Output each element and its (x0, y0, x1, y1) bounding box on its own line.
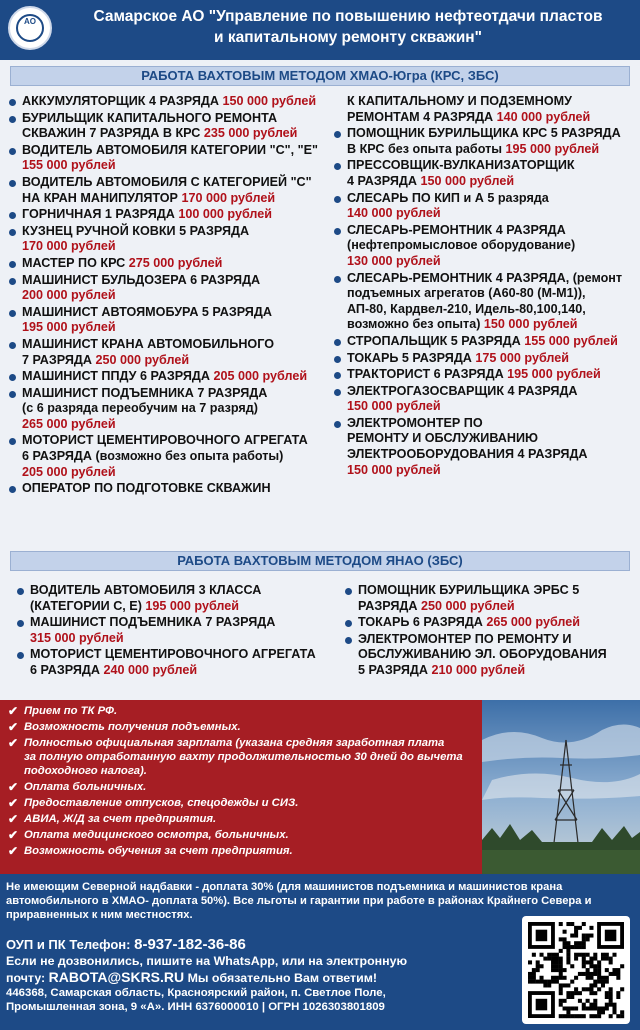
salary: 150 000 рублей (347, 462, 441, 477)
benefit-item (8, 812, 468, 826)
bullet-icon (9, 261, 16, 268)
job-title: СЛЕСАРЬ-РЕМОНТНИК 4 РАЗРЯДА, (ремонт подъемных агрегатов (А60-80 (М-М1)), АП-80, Кардвел-210, Идель-80,100,140, возможно без опыта) (347, 270, 623, 332)
job-title: СЛЕСАРЬ-РЕМОНТНИК 4 РАЗРЯДА (нефтепромысловое оборудование) (347, 222, 576, 253)
check-icon: ✔ (8, 780, 19, 795)
job-title: МАШИНИСТ КРАНА АВТОМОБИЛЬНОГО 7 РАЗРЯДА (22, 336, 274, 367)
bullet-icon (334, 339, 341, 346)
job-title: МОТОРИСТ ЦЕМЕНТИРОВОЧНОГО АГРЕГАТА 6 РАЗРЯДА (22, 433, 308, 464)
job-title: МОТОРИСТ ЦЕМЕНТИРОВОЧНОГО АГРЕГАТА 6 РАЗРЯДА (30, 647, 316, 677)
salary: 315 000 рублей (30, 630, 124, 645)
bullet-icon (334, 196, 341, 203)
salary: 195 000 рублей (505, 141, 600, 156)
job-item (16, 647, 336, 678)
job-title: БУРИЛЬЩИК КАПИТАЛЬНОГО РЕМОНТА СКВАЖИН 7 РАЗРЯДА В КРС (22, 110, 278, 141)
section-hmao-left-list (8, 94, 343, 498)
benefit-item (8, 780, 468, 794)
job-title: ВОДИТЕЛЬ АВТОМОБИЛЯ 3 КЛАССА (КАТЕГОРИИ С, Е) (30, 583, 262, 613)
job-item (333, 223, 633, 270)
salary: 195 000 рублей (145, 598, 240, 613)
salary: 195 000 рублей (22, 320, 116, 335)
job-item (8, 111, 343, 142)
salary: 265 000 рублей (486, 615, 580, 630)
job-item (8, 207, 343, 223)
check-icon: ✔ (8, 704, 19, 718)
qr-code (522, 916, 630, 1024)
job-item (16, 615, 336, 646)
bullet-icon (9, 229, 16, 236)
job-item (333, 191, 633, 222)
salary: 140 000 рублей (347, 206, 441, 221)
salary: 155 000 рублей (22, 158, 116, 173)
bullet-icon (9, 278, 16, 285)
job-title: МАШИНИСТ БУЛЬДОЗЕРА 6 РАЗРЯДА (22, 272, 261, 287)
section-hmao-right-list (333, 94, 633, 479)
bullet-icon (17, 652, 24, 659)
benefits-panel (0, 700, 640, 874)
salary: 170 000 рублей (181, 190, 276, 205)
address-line-1: 446368, Самарская область, Красноярский район, п. Светлое Поле, (6, 987, 386, 999)
job-item (16, 583, 336, 614)
title-line-1: Самарское АО "Управление по повышению нефтеотдачи пластов (93, 8, 603, 25)
job-item (8, 386, 343, 433)
job-item (333, 94, 633, 125)
bullet-icon (334, 421, 341, 428)
check-icon: ✔ (8, 812, 19, 827)
logo-text: АО (24, 17, 36, 26)
job-item (333, 126, 633, 157)
salary: 150 000 рублей (483, 317, 578, 332)
email-line (6, 970, 506, 987)
benefit-text: Предоставление отпусков, спецодежды и СИЗ. (24, 797, 299, 810)
bullet-icon (9, 486, 16, 493)
job-title: ГОРНИЧНАЯ 1 РАЗРЯДА (22, 207, 179, 222)
header (0, 0, 640, 60)
benefit-item (8, 720, 468, 734)
check-icon: ✔ (8, 735, 19, 750)
job-item (8, 337, 343, 368)
job-item (333, 271, 633, 333)
job-item (344, 632, 634, 679)
job-item (8, 94, 343, 110)
title-line-2: и капитальному ремонту скважин" (214, 29, 482, 46)
salary: 100 000 рублей (178, 207, 272, 222)
phone-label: ОУП и ПК Телефон: (6, 937, 135, 952)
job-title: СЛЕСАРЬ ПО КИП и А 5 разряда (347, 190, 549, 205)
check-icon: ✔ (8, 843, 19, 858)
benefit-text: Полностью официальная зарплата (указана средняя заработная плата за полную отработанную вахту продолжительностью 30 дней до вычета подоходного налога). (24, 736, 463, 778)
job-title: ТРАКТОРИСТ 6 РАЗРЯДА (347, 367, 508, 382)
benefit-text: Возможность получения подъемных. (24, 720, 241, 733)
footer (0, 874, 640, 1030)
benefit-text: АВИА, Ж/Д за счет предприятия. (24, 813, 217, 826)
whatsapp-line: Если не дозвонились, пишите на WhatsApp, или на электронную (6, 954, 408, 968)
job-item (333, 351, 633, 367)
contacts (6, 936, 506, 1014)
section-hmao-title: РАБОТА ВАХТОВЫМ МЕТОДОМ ХМАО-Югра (КРС, ЗБС) (10, 66, 630, 86)
check-icon: ✔ (8, 827, 19, 842)
section-yanao-left-list (16, 583, 336, 680)
salary: 275 000 рублей (128, 255, 223, 270)
salary: 250 000 рублей (420, 598, 515, 613)
job-item (8, 305, 343, 336)
section-yanao-right-list (344, 583, 634, 680)
bullet-icon (9, 310, 16, 317)
bullet-icon (334, 131, 341, 138)
benefit-item (8, 704, 468, 718)
company-title (60, 6, 636, 48)
job-title: ЭЛЕКТРОМОНТЕР ПО РЕМОНТУ И ОБСЛУЖИВАНИЮ ЭЛЕКТРООБОРУДОВАНИЯ 4 РАЗРЯДА (347, 415, 588, 462)
job-title: К КАПИТАЛЬНОМУ И ПОДЗЕМНОМУ РЕМОНТАМ 4 РАЗРЯДА (347, 94, 573, 124)
email-suffix: Мы обязательно Вам ответим! (184, 970, 377, 985)
salary: 150 000 рублей (222, 94, 317, 108)
bullet-icon (9, 180, 16, 187)
bullet-icon (334, 389, 341, 396)
section-yanao-title: РАБОТА ВАХТОВЫМ МЕТОДОМ ЯНАО (ЗБС) (10, 551, 630, 571)
check-icon: ✔ (8, 719, 19, 734)
bullet-icon (9, 116, 16, 123)
job-title: ВОДИТЕЛЬ АВТОМОБИЛЯ КАТЕГОРИИ "С", "Е" (22, 142, 318, 157)
job-title: ОПЕРАТОР ПО ПОДГОТОВКЕ СКВАЖИН (22, 481, 271, 496)
job-item (333, 158, 633, 189)
bullet-icon (345, 620, 352, 627)
northern-allowance-note: Не имеющим Северной надбавки - доплата 30% (для машинистов подъемника и машинистов крана автомобильного в ХМАО- доплата 50%). Все льготы и гарантии при работе в районах Крайнего Севера и приравненных к ним местностях. (6, 881, 592, 921)
salary: 265 000 рублей (22, 416, 116, 431)
job-title: ЭЛЕКТРОМОНТЕР ПО РЕМОНТУ И ОБСЛУЖИВАНИЮ ЭЛ. ОБОРУДОВАНИЯ 5 РАЗРЯДА (358, 631, 607, 677)
bullet-icon (17, 620, 24, 627)
job-item (333, 334, 633, 350)
bullet-icon (334, 163, 341, 170)
job-item (333, 367, 633, 383)
job-title: МАСТЕР ПО КРС (22, 255, 129, 270)
salary: 130 000 рублей (347, 253, 441, 268)
job-item (8, 433, 343, 480)
salary: 175 000 рублей (475, 350, 569, 365)
bullet-icon (334, 276, 341, 283)
salary: 150 000 рублей (420, 173, 515, 188)
email-label: почту: (6, 970, 49, 985)
salary: 155 000 рублей (524, 333, 618, 348)
phone-number[interactable]: 8-937-182-36-86 (134, 936, 246, 953)
bullet-icon (9, 148, 16, 155)
job-item (8, 143, 343, 174)
job-item (8, 369, 343, 385)
company-logo (8, 6, 52, 50)
job-title: МАШИНИСТ ППДУ 6 РАЗРЯДА (22, 369, 214, 384)
bullet-icon (9, 374, 16, 381)
bullet-icon (17, 588, 24, 595)
benefit-text: Прием по ТК РФ. (24, 705, 118, 717)
benefit-item (8, 736, 468, 779)
salary: 200 000 рублей (22, 288, 116, 303)
check-icon: ✔ (8, 796, 19, 811)
phone-line (6, 936, 506, 954)
salary: 140 000 рублей (496, 109, 591, 124)
bullet-icon (9, 438, 16, 445)
salary: 150 000 рублей (347, 399, 441, 414)
benefit-text: Оплата больничных. (24, 781, 147, 794)
job-title: ПРЕССОВЩИК-ВУЛКАНИЗАТОРЩИК 4 РАЗРЯДА (347, 158, 575, 188)
job-title: ПОМОЩНИК БУРИЛЬЩИКА КРС 5 РАЗРЯДА В КРС без опыта работы (347, 126, 621, 156)
salary: 170 000 рублей (22, 239, 116, 254)
bullet-icon (345, 588, 352, 595)
job-title: МАШИНИСТ ПОДЪЕМНИКА 7 РАЗРЯДА (22, 385, 268, 400)
salary: 240 000 рублей (103, 662, 198, 677)
benefit-item (8, 796, 468, 810)
job-title: МАШИНИСТ ПОДЪЕМНИКА 7 РАЗРЯДА (30, 615, 276, 630)
bullet-icon (9, 99, 16, 106)
bullet-icon (334, 372, 341, 379)
job-note: (с 6 разряда переобучим на 7 разряд) (22, 401, 258, 416)
job-item (333, 384, 633, 415)
salary: 235 000 рублей (203, 126, 298, 141)
job-title: КУЗНЕЦ РУЧНОЙ КОВКИ 5 РАЗРЯДА (22, 223, 250, 238)
job-title: АККУМУЛЯТОРЩИК 4 РАЗРЯДА (22, 94, 223, 108)
benefit-item (8, 828, 468, 842)
bullet-icon (9, 391, 16, 398)
job-item (8, 481, 343, 497)
job-title: ЭЛЕКТРОГАЗОСВАРЩИК 4 РАЗРЯДА (347, 383, 578, 398)
job-title: СТРОПАЛЬЩИК 5 РАЗРЯДА (347, 333, 525, 348)
bullet-icon (345, 637, 352, 644)
benefit-item (8, 844, 468, 858)
job-item (333, 416, 633, 478)
address-line-2: Промышленная зона, 9 «А». ИНН 6376000010 | ОГРН 1026303801809 (6, 1001, 385, 1013)
bullet-icon (334, 228, 341, 235)
job-item (8, 273, 343, 304)
bullet-icon (9, 212, 16, 219)
bullet-icon (9, 342, 16, 349)
job-item (344, 615, 634, 631)
salary: 205 000 рублей (22, 464, 116, 479)
job-item (8, 256, 343, 272)
job-title: ВОДИТЕЛЬ АВТОМОБИЛЯ С КАТЕГОРИЕЙ "С" НА КРАН МАНИПУЛЯТОР (22, 174, 312, 205)
job-note: (возможно без опыта работы) (95, 449, 284, 464)
job-title: ТОКАРЬ 5 РАЗРЯДА (347, 350, 476, 365)
job-item (8, 175, 343, 206)
salary: 195 000 рублей (507, 367, 601, 382)
bullet-icon (334, 356, 341, 363)
salary: 205 000 рублей (213, 369, 308, 384)
salary: 250 000 рублей (95, 352, 190, 367)
job-item (344, 583, 634, 614)
salary: 210 000 рублей (431, 662, 526, 677)
email-link[interactable]: RABOTA@SKRS.RU (48, 968, 185, 985)
benefits-list (8, 704, 468, 860)
benefit-text: Возможность обучения за счет предприятия. (24, 844, 293, 857)
job-item (8, 224, 343, 255)
drilling-rig-photo (482, 700, 640, 874)
job-title: МАШИНИСТ АВТОЯМОБУРА 5 РАЗРЯДА (22, 304, 272, 319)
job-title: ПОМОЩНИК БУРИЛЬЩИКА ЭРБС 5 РАЗРЯДА (358, 583, 580, 613)
job-title: ТОКАРЬ 6 РАЗРЯДА (358, 615, 487, 630)
benefit-text: Оплата медицинского осмотра, больничных. (24, 828, 289, 841)
